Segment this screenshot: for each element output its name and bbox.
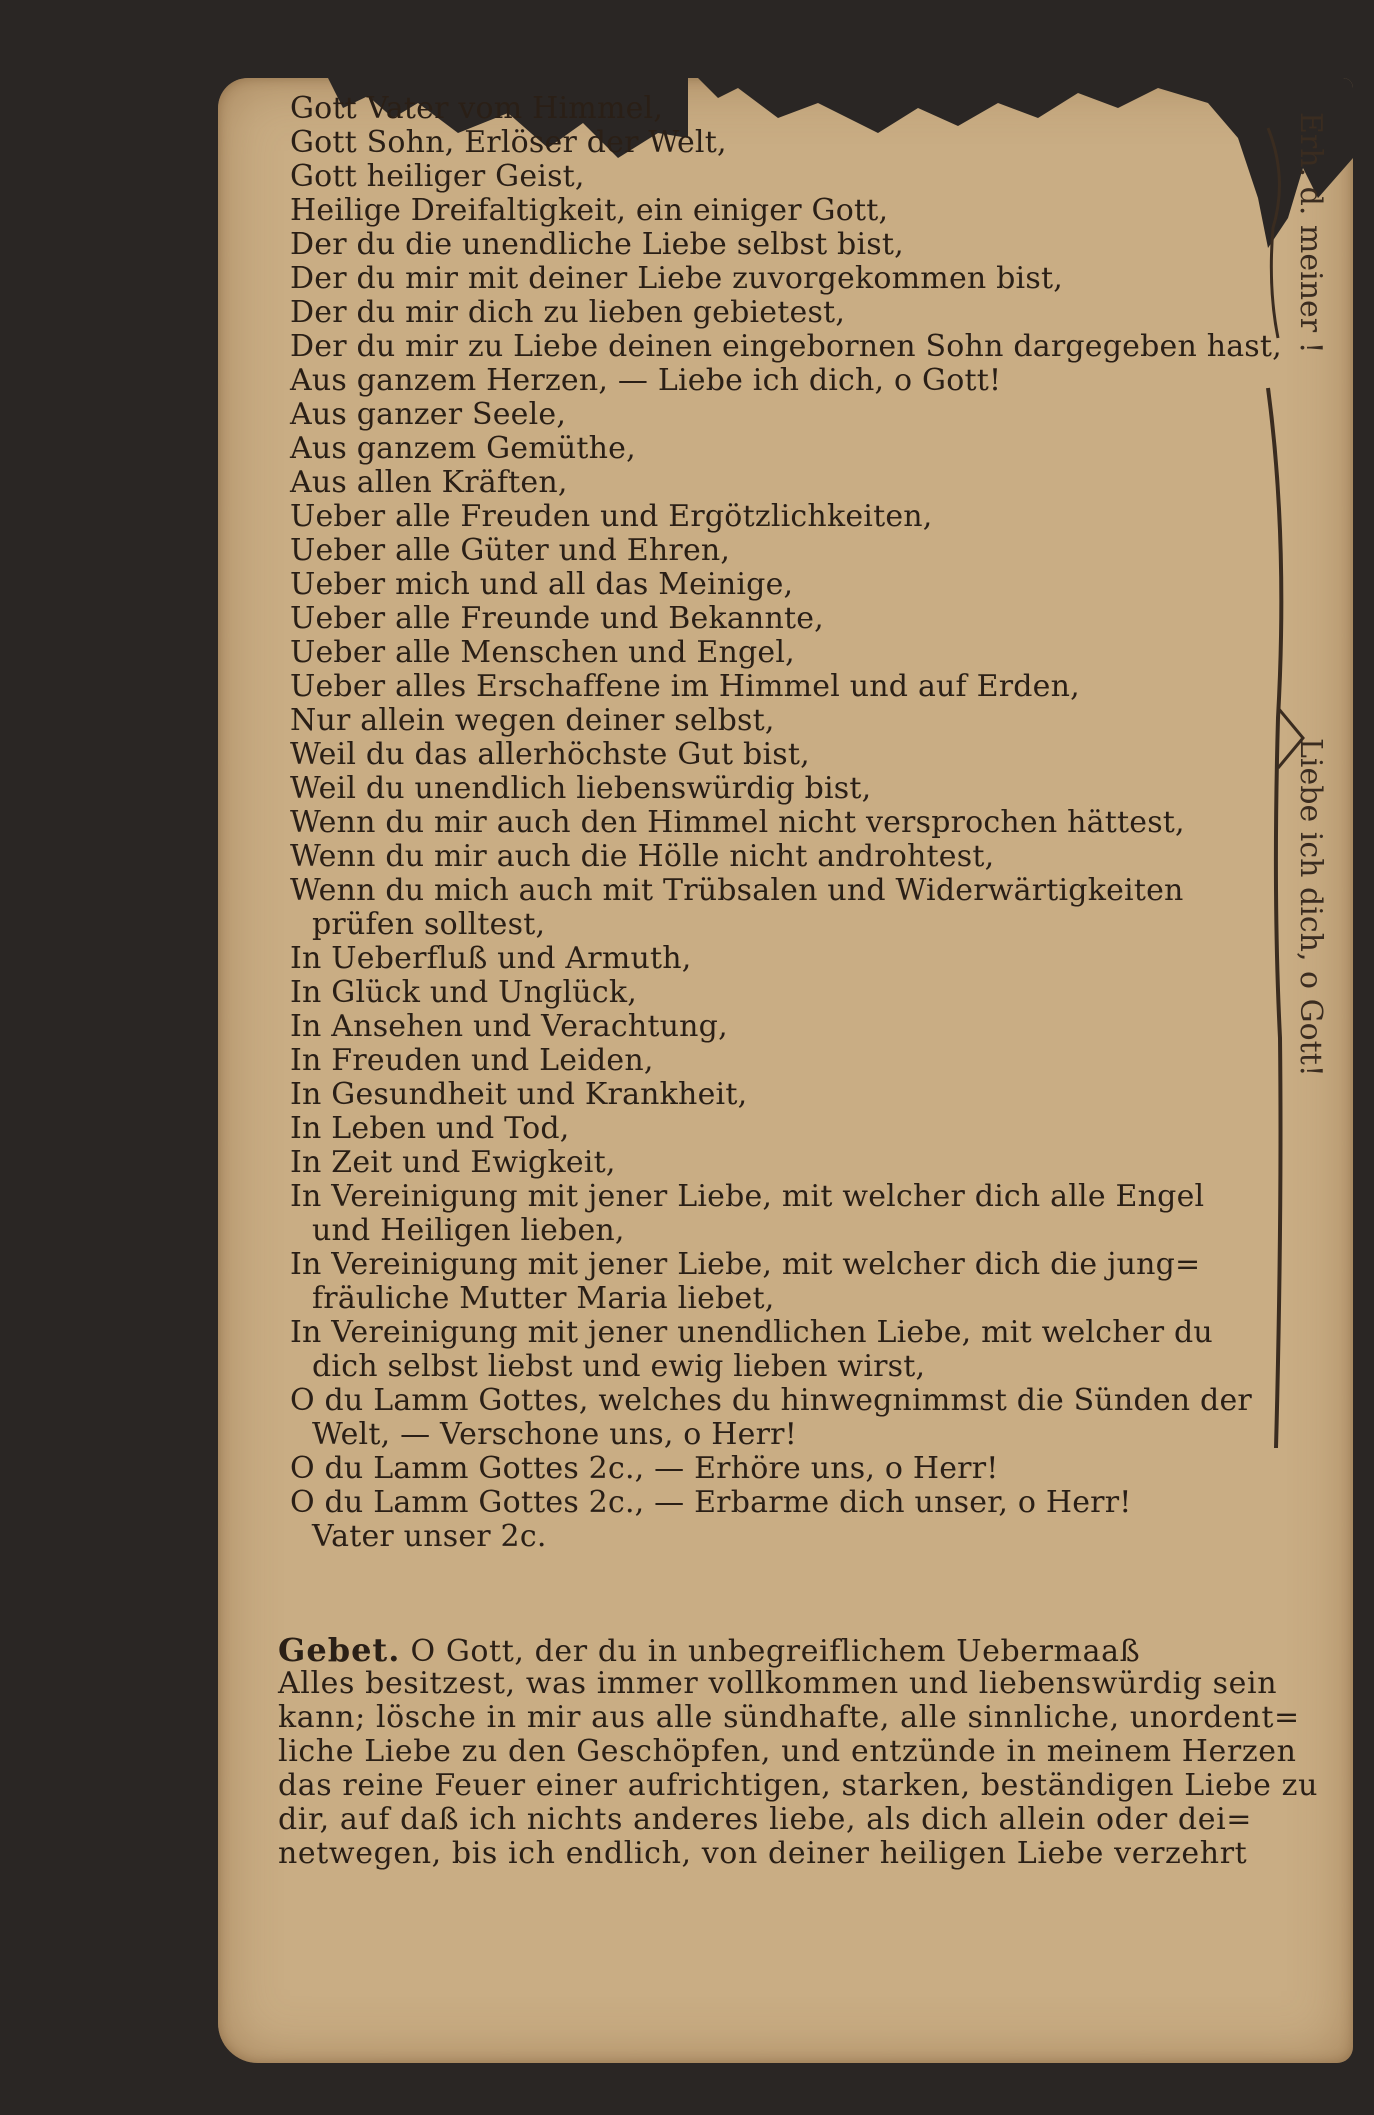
text-line: fräuliche Mutter Maria liebet, [312, 1281, 775, 1316]
text-line: Ueber mich und all das Meinige, [290, 567, 794, 602]
text-line: Vater unser 2c. [312, 1519, 547, 1554]
text-line: In Glück und Unglück, [290, 975, 637, 1010]
text-line: In Zeit und Ewigkeit, [290, 1145, 616, 1180]
text-line: Aus ganzem Gemüthe, [290, 431, 636, 466]
book-page [218, 78, 1353, 2063]
prayer-line: netwegen, bis ich endlich, von deiner heiligen Liebe verzehrt [278, 1836, 1248, 1871]
text-line: Ueber alle Güter und Ehren, [290, 533, 731, 568]
text-line: In Freuden und Leiden, [290, 1043, 654, 1078]
text-line: Wenn du mir auch die Hölle nicht androhtest, [290, 839, 995, 874]
text-line: Weil du unendlich liebenswürdig bist, [290, 771, 872, 806]
text-line: Ueber alle Freunde und Bekannte, [290, 601, 824, 636]
text-line: Wenn du mich auch mit Trübsalen und Widerwärtigkeiten [290, 873, 1184, 908]
text-line: Aus ganzer Seele, [290, 397, 567, 432]
prayer-line: das reine Feuer einer aufrichtigen, starken, beständigen Liebe zu [278, 1768, 1319, 1803]
text-line: Der du mir zu Liebe deinen eingebornen Sohn dargegeben hast, [290, 329, 1282, 364]
text-line: Welt, — Verschone uns, o Herr! [312, 1417, 797, 1452]
text-line: In Leben und Tod, [290, 1111, 570, 1146]
text-line: dich selbst liebst und ewig lieben wirst, [312, 1349, 926, 1384]
text-line: Nur allein wegen deiner selbst, [290, 703, 775, 738]
text-line: Aus ganzem Herzen, — Liebe ich dich, o Gott! [290, 363, 1002, 398]
prayer-line: liche Liebe zu den Geschöpfen, und entzünde in meinem Herzen [278, 1734, 1297, 1769]
text-line: und Heiligen lieben, [312, 1213, 625, 1248]
prayer-heading: Gebet. [278, 1631, 401, 1669]
margin-label-bottom: Liebe ich dich, o Gott! [1293, 738, 1328, 1077]
prayer-line: dir, auf daß ich nichts anderes liebe, als dich allein oder dei= [278, 1802, 1253, 1837]
text-line: Wenn du mir auch den Himmel nicht versprochen hättest, [290, 805, 1185, 840]
text-line: Aus allen Kräften, [290, 465, 568, 500]
text-line: O du Lamm Gottes, welches du hinwegnimmst die Sünden der [290, 1383, 1252, 1418]
text-line: Gott Vater vom Himmel, [290, 91, 664, 126]
text-line: Der du mir mit deiner Liebe zuvorgekommen bist, [290, 261, 1063, 296]
prayer-section [278, 1631, 1319, 1871]
text-line: Ueber alle Freuden und Ergötzlichkeiten, [290, 499, 933, 534]
text-line: Ueber alles Erschaffene im Himmel und auf Erden, [290, 669, 1080, 704]
text-line: Heilige Dreifaltigkeit, ein einiger Gott, [290, 193, 889, 228]
text-line: In Ansehen und Verachtung, [290, 1009, 728, 1044]
text-line: In Vereinigung mit jener unendlichen Liebe, mit welcher du [290, 1315, 1213, 1350]
litany-text [290, 91, 1282, 1554]
text-line: Der du die unendliche Liebe selbst bist, [290, 227, 904, 262]
prayer-line: kann; lösche in mir aus alle sündhafte, alle sinnliche, unordent= [278, 1700, 1300, 1735]
text-line: In Ueberfluß und Armuth, [290, 941, 692, 976]
text-line: Der du mir dich zu lieben gebietest, [290, 295, 846, 330]
margin-label-top: Erh. d. meiner ! [1293, 112, 1328, 354]
text-line: Weil du das allerhöchste Gut bist, [290, 737, 810, 772]
text-line: In Vereinigung mit jener Liebe, mit welcher dich alle Engel [290, 1179, 1205, 1214]
text-line: In Vereinigung mit jener Liebe, mit welcher dich die jung= [290, 1247, 1201, 1282]
prayer-line: Alles besitzest, was immer vollkommen und liebenswürdig sein [278, 1666, 1278, 1701]
text-line: Gott heiliger Geist, [290, 159, 585, 194]
text-line: O du Lamm Gottes 2c., — Erhöre uns, o Herr! [290, 1451, 999, 1486]
prayer-first-line: O Gott, der du in unbegreiflichem Uebermaaß [410, 1634, 1141, 1669]
text-line: prüfen solltest, [312, 907, 546, 942]
text-line: In Gesundheit und Krankheit, [290, 1077, 748, 1112]
text-line: Ueber alle Menschen und Engel, [290, 635, 795, 670]
text-line: Gott Sohn, Erlöser der Welt, [290, 125, 727, 160]
text-line: O du Lamm Gottes 2c., — Erbarme dich unser, o Herr! [290, 1485, 1132, 1520]
